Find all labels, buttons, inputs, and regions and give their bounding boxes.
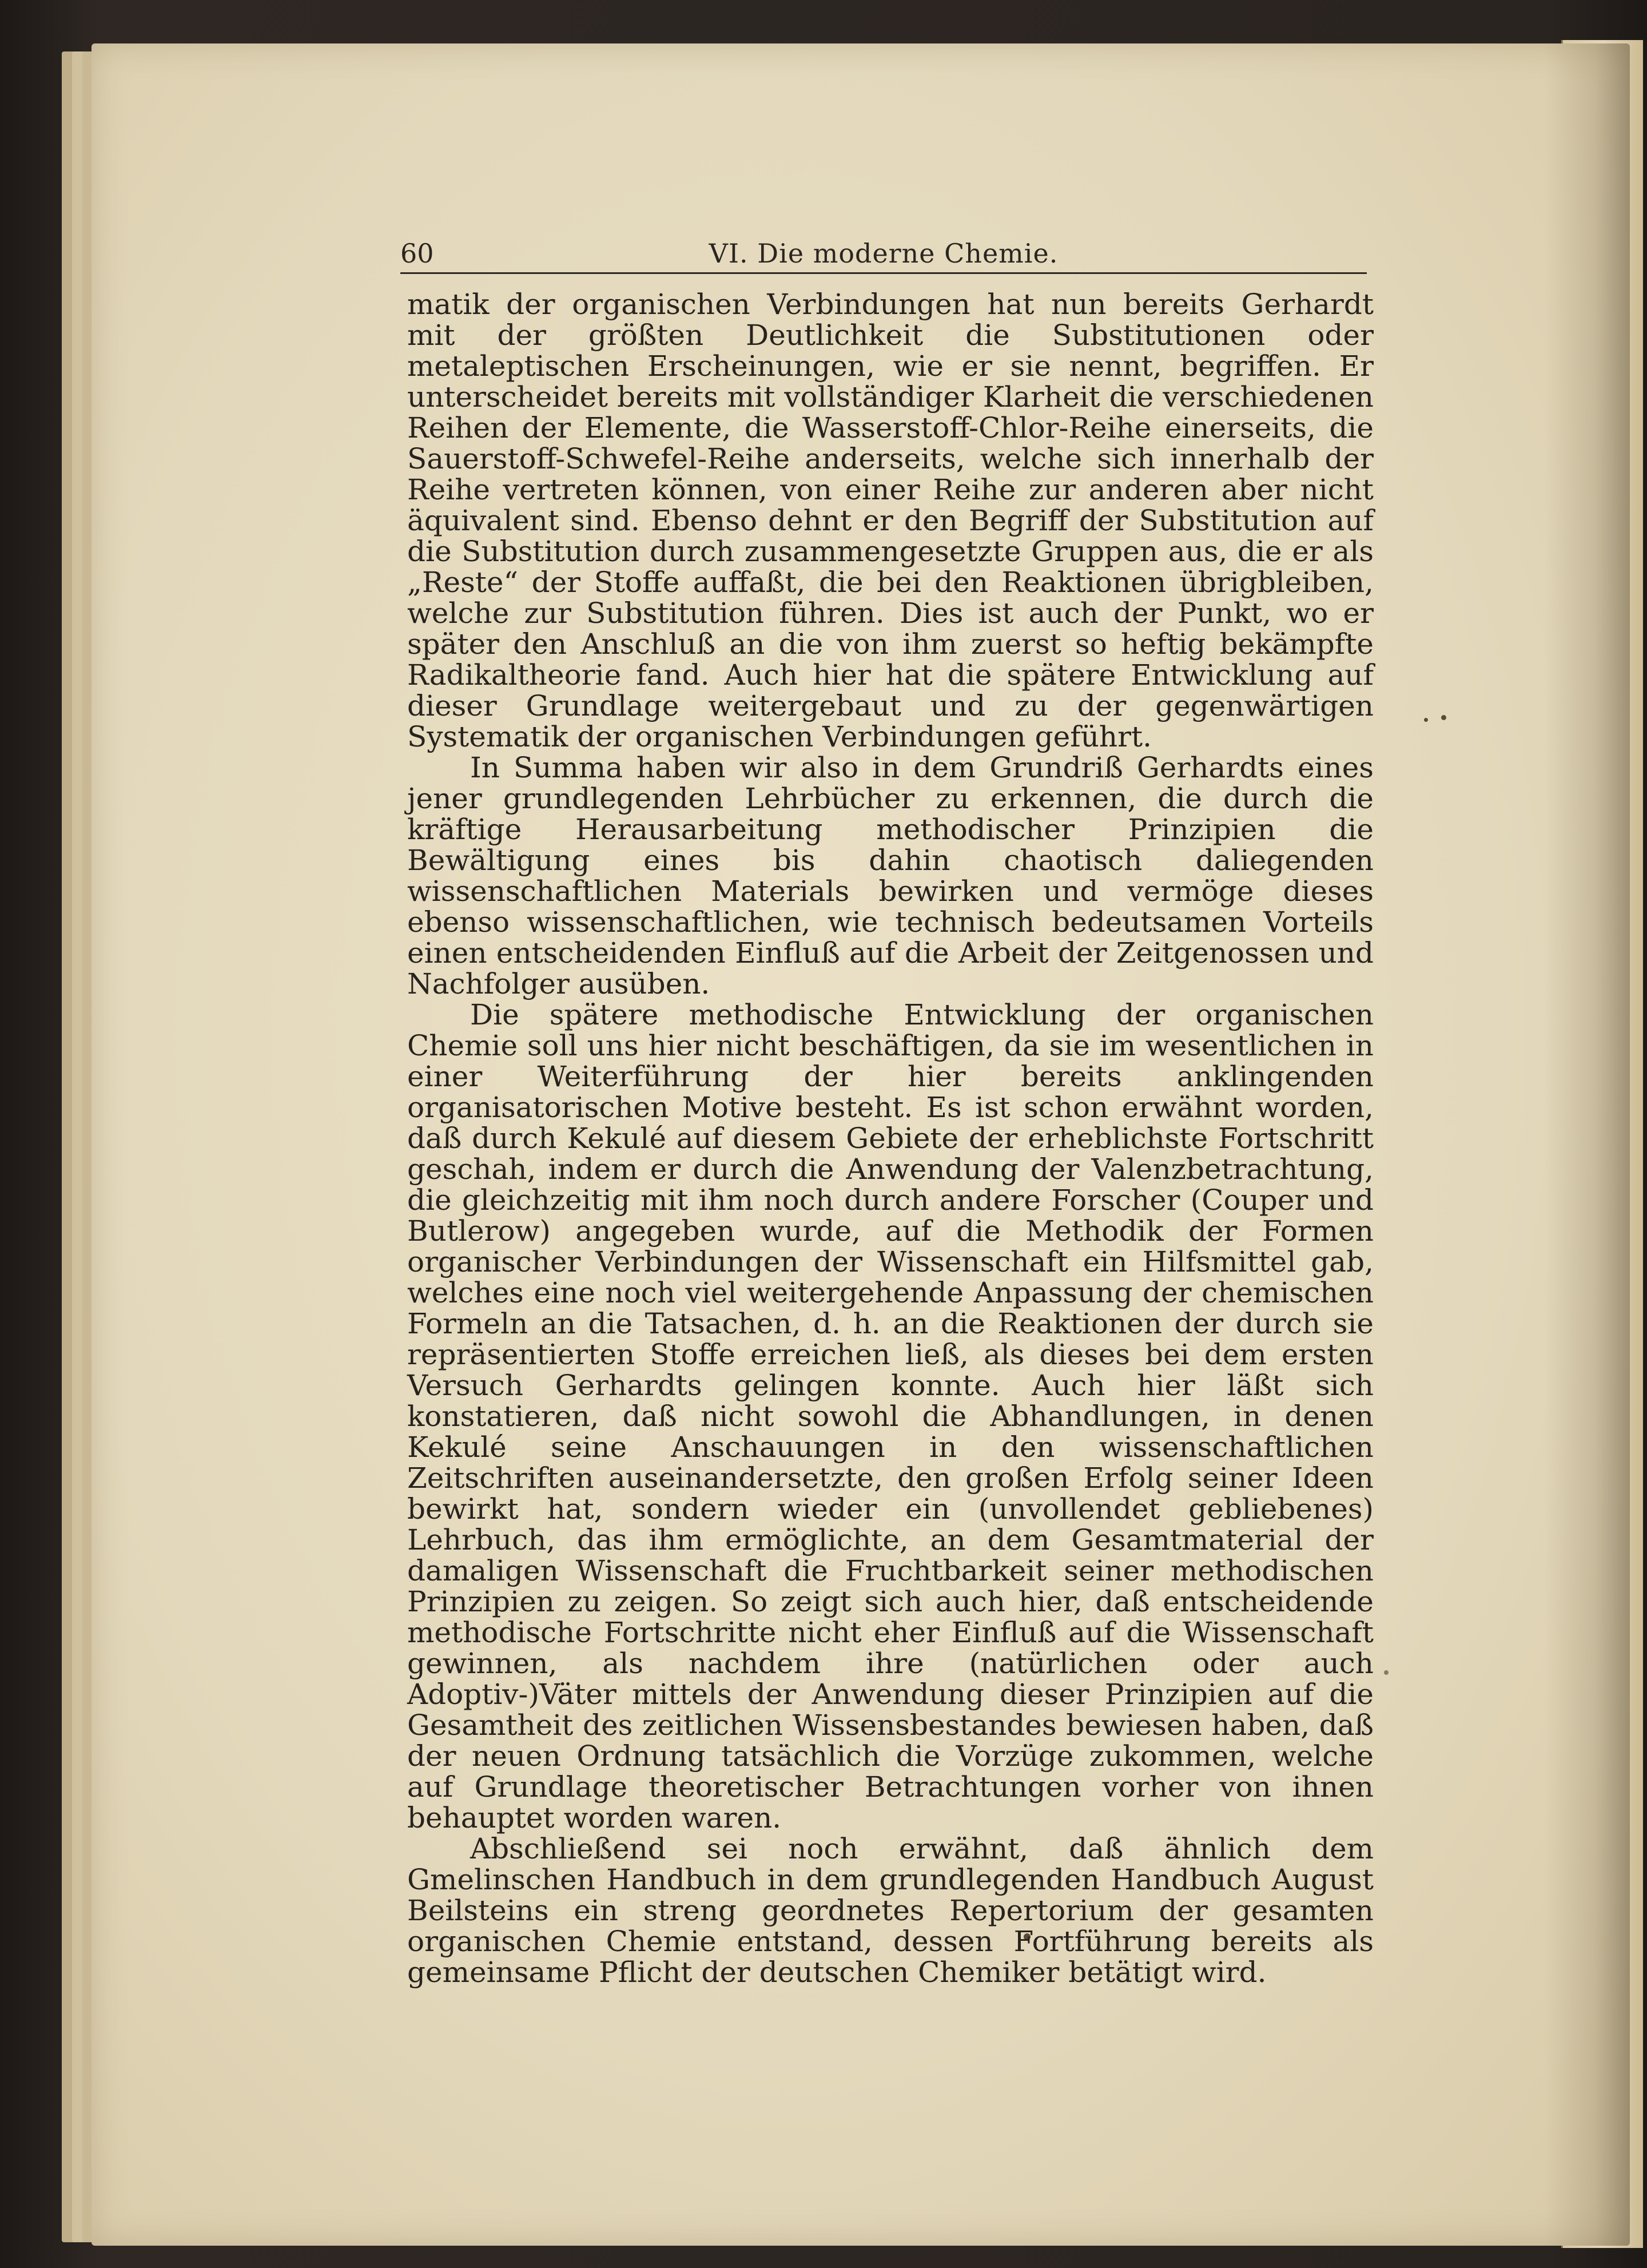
paragraph: matik der organischen Verbindungen hat nun bereits Gerhardt mit der größten Deutlichkeit die Substitutionen oder metaleptischen Erscheinungen, wie er sie nennt, begriffen. Er unterscheidet bereits mit vollständiger Klarheit die verschiedenen Reihen der Elemente, die Wasserstoff-Chlor-Reihe einerseits, die Sauerstoff-Schwefel-Reihe anderseits, welche sich innerhalb der Reihe vertreten können, von einer Reihe zur anderen aber nicht äquivalent sind. Ebenso dehnt er den Begriff der Substitution auf die Substitution durch zusammengesetzte Gruppen aus, die er als „Reste“ der Stoffe auffaßt, die bei den Reaktionen übrigbleiben, welche zur Substitution führen. Dies ist auch der Punkt, wo er später den Anschluß an die von ihm zuerst so heftig bekämpfte Radikaltheorie fand. Auch hier hat die spätere Entwicklung auf dieser Grundlage weitergebaut und zu der gegenwärtigen Systematik der organischen Verbindungen geführt. (407, 288, 1374, 753)
page-gutter-shadow (1544, 43, 1630, 2246)
paper-speck (1384, 1670, 1389, 1675)
page-number: 60 (400, 238, 434, 269)
paragraph: Abschließend sei noch erwähnt, daß ähnlich dem Gmelinschen Handbuch in dem grundlegenden Handbuch August Beilsteins ein streng geordnetes Repertorium der gesamten organischen Chemie entstand, dessen Fortführung bereits als gemeinsame Pflicht der deutschen Chemiker betätigt wird. (407, 1832, 1374, 1989)
paragraph: In Summa haben wir also in dem Grundriß Gerhardts eines jener grundlegenden Lehrbücher zu erkennen, die durch die kräftige Herausarbeitung methodischer Prinzipien die Bewältigung eines bis dahin chaotisch daliegenden wissenschaftlichen Materials bewirken und vermöge dieses ebenso wissenschaftlichen, wie technisch bedeutsamen Vorteils einen entscheidenden Einfluß auf die Arbeit der Zeitgenossen und Nachfolger ausüben. (407, 751, 1374, 1000)
paragraph: Die spätere methodische Entwicklung der organischen Chemie soll uns hier nicht beschäftigen, da sie im wesentlichen in einer Weiterführung der hier bereits anklingenden organisatorischen Motive besteht. Es ist schon erwähnt worden, daß durch Kekulé auf diesem Gebiete der erheblichste Fortschritt geschah, indem er durch die Anwendung der Valenzbetrachtung, die gleichzeitig mit ihm noch durch andere Forscher (Couper und Butlerow) angegeben wurde, auf die Methodik der Formen organischer Verbindungen der Wissenschaft ein Hilfsmittel gab, welches eine noch viel weitergehende Anpassung der chemischen Formeln an die Tatsachen, d. h. an die Reaktionen der durch sie repräsentierten Stoffe erreichen ließ, als dieses bei dem ersten Versuch Gerhardts gelingen konnte. Auch hier läßt sich konstatieren, daß nicht sowohl die Abhandlungen, in denen Kekulé seine Anschauungen in den wissenschaftlichen Zeitschriften auseinandersetzte, den großen Erfolg seiner Ideen bewirkt hat, sondern wieder ein (unvollendet gebliebenes) Lehrbuch, das ihm ermöglichte, an dem Gesamtmaterial der damaligen Wissenschaft die Fruchtbarkeit seiner methodischen Prinzipien zu zeigen. So zeigt sich auch hier, daß entscheidende methodische Fortschritte nicht eher Einfluß auf die Wissenschaft gewinnen, als nachdem ihre (natürlichen oder auch Adoptiv-)Väter mittels der Anwendung dieser Prinzipien auf die Gesamtheit des zeitlichen Wissensbestandes bewiesen haben, daß der neuen Ordnung tatsächlich die Vorzüge zukommen, welche auf Grundlage theoretischer Betrachtungen vorher von ihnen behauptet worden waren. (407, 998, 1374, 1834)
paper-speck (1424, 718, 1428, 722)
body-text (407, 289, 1374, 1988)
running-title: VI. Die moderne Chemie. (709, 238, 1059, 269)
running-header (400, 233, 1367, 273)
paper-speck (1441, 715, 1446, 720)
header-rule (400, 272, 1367, 274)
